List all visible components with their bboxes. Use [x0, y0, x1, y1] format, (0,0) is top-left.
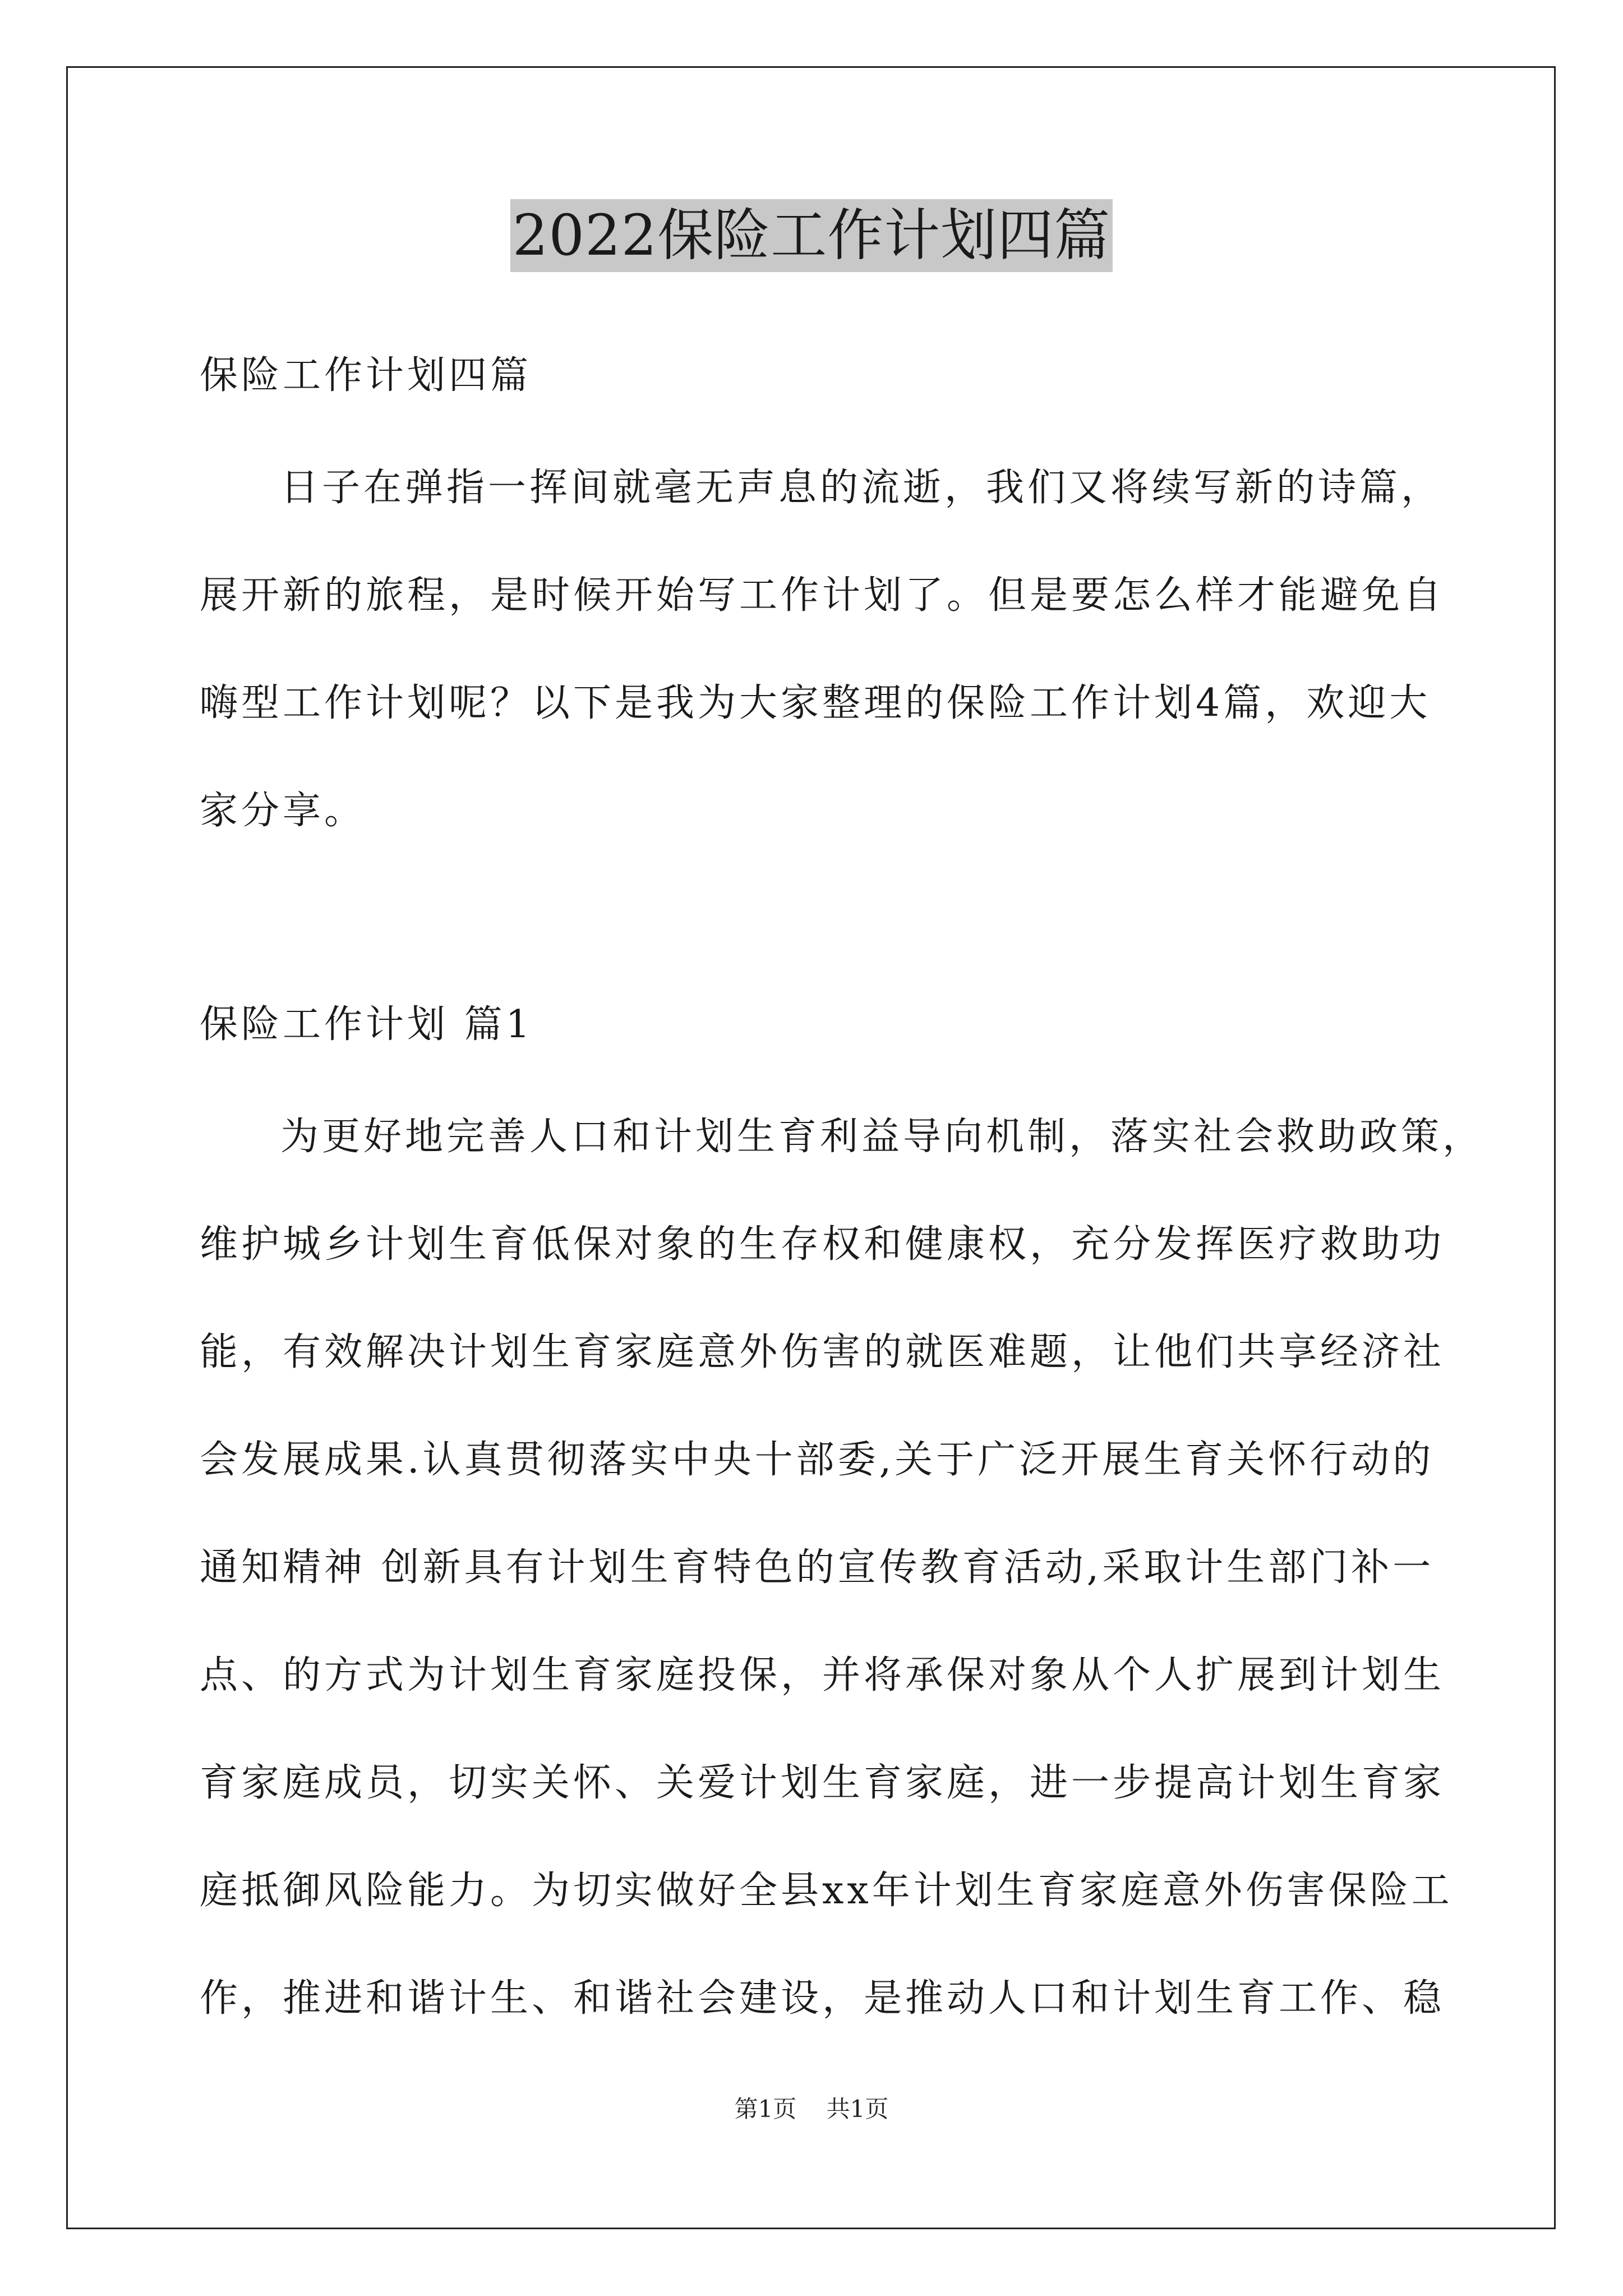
section-heading: 保险工作计划 篇1	[200, 1002, 533, 1047]
body-line: 庭抵御风险能力。为切实做好全县xx年计划生育家庭意外伤害保险工	[200, 1869, 1453, 1913]
body-line: 能，有效解决计划生育家庭意外伤害的就医难题，让他们共享经济社	[200, 1330, 1445, 1374]
page-footer	[0, 2092, 1623, 2126]
body-line: 点、的方式为计划生育家庭投保，并将承保对象从个人扩展到计划生	[200, 1653, 1445, 1697]
intro-line: 日子在弹指一挥间就毫无声息的流逝，我们又将续写新的诗篇，	[280, 466, 1443, 510]
body-line: 作，推进和谐计生、和谐社会建设，是推动人口和计划生育工作、稳	[200, 1976, 1445, 2021]
body-line: 会发展成果.认真贯彻落实中央十部委,关于广泛开展生育关怀行动的	[200, 1438, 1435, 1482]
body-line: 维护城乡计划生育低保对象的生存权和健康权，充分发挥医疗救助功	[200, 1222, 1445, 1267]
intro-line: 家分享。	[200, 789, 366, 833]
document-subtitle: 保险工作计划四篇	[200, 353, 532, 398]
body-line: 通知精神 创新具有计划生育特色的宣传教育活动,采取计生部门补一	[200, 1545, 1435, 1590]
page-total: 共1页	[826, 2095, 889, 2123]
page-number: 第1页	[734, 2095, 797, 2123]
intro-line: 嗨型工作计划呢？以下是我为大家整理的保险工作计划4篇，欢迎大	[200, 681, 1431, 725]
intro-line: 展开新的旅程，是时候开始写工作计划了。但是要怎么样才能避免自	[200, 573, 1445, 618]
document-title-text: 2022保险工作计划四篇	[510, 199, 1113, 272]
body-line: 育家庭成员，切实关怀、关爱计划生育家庭，进一步提高计划生育家	[200, 1761, 1445, 1805]
body-line: 为更好地完善人口和计划生育利益导向机制，落实社会救助政策，	[280, 1115, 1484, 1159]
document-title	[0, 199, 1623, 272]
